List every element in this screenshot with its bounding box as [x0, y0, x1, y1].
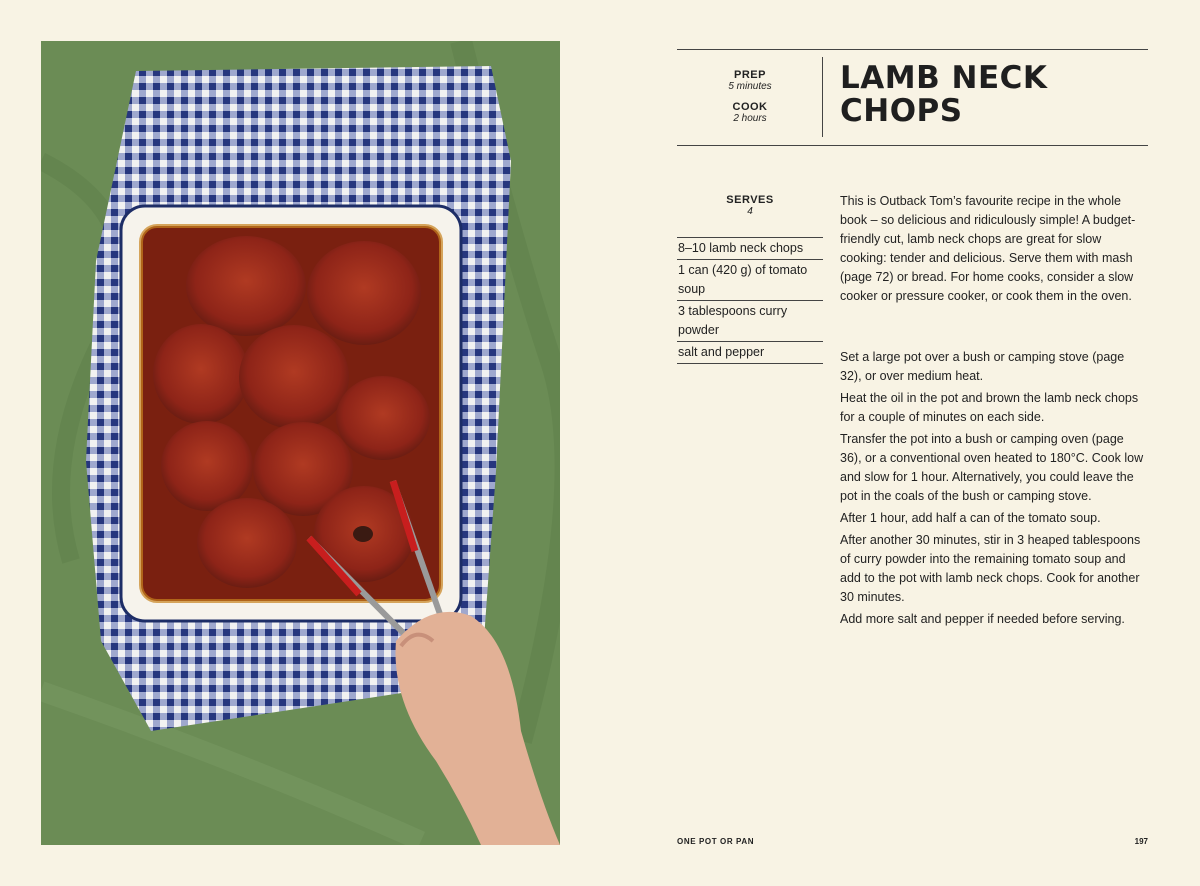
- recipe-title: [840, 62, 1140, 128]
- method-step: After another 30 minutes, stir in 3 heaped tablespoons of curry powder into the remaining tomato soup and add to the pot with lamb neck chops. Cook for another 30 minutes.: [840, 533, 1141, 604]
- header-bottom-rule: [677, 145, 1148, 146]
- intro-paragraph: This is Outback Tom’s favourite recipe in the whole book – so delicious and ridiculously simple! A budget-friendly cut, lamb neck chops are great for slow cooking: tender and delicious. Serve them with mash (page 72) or bread. For home cooks, consider a slow cooker or pressure cooker, or cook them in the oven.: [840, 194, 1136, 303]
- header-divider: [822, 57, 823, 137]
- ingredient-list: [677, 237, 823, 364]
- ingredient-item: 1 can (420 g) of tomato soup: [677, 260, 823, 301]
- cook-value: 2 hours: [733, 113, 767, 124]
- method-step: Set a large pot over a bush or camping stove (page 32), or over medium heat.: [840, 350, 1125, 383]
- page-number: 197: [1134, 837, 1148, 846]
- method-step: Add more salt and pepper if needed before serving.: [840, 612, 1125, 626]
- lamb-neck-chops-photo: [41, 41, 560, 845]
- method-step: Heat the oil in the pot and brown the lamb neck chops for a couple of minutes on each side.: [840, 391, 1139, 424]
- footer-section-title: ONE POT OR PAN: [677, 837, 755, 846]
- method-step: After 1 hour, add half a can of the tomato soup.: [840, 511, 1101, 525]
- recipe-title-line1: LAMB NECK: [840, 60, 1048, 96]
- ingredient-item: 8–10 lamb neck chops: [677, 238, 823, 260]
- prep-label: PREP: [734, 69, 766, 81]
- ingredient-item: 3 tablespoons curry powder: [677, 301, 823, 342]
- recipe-intro: [840, 192, 1148, 306]
- ingredient-item: salt and pepper: [677, 342, 823, 364]
- recipe-method: [840, 348, 1148, 632]
- serves-label: SERVES: [726, 194, 774, 206]
- recipe-title-line2: CHOPS: [840, 93, 963, 129]
- cook-label: COOK: [732, 101, 768, 113]
- serves-info: [690, 194, 810, 217]
- method-step: Transfer the pot into a bush or camping oven (page 36), or a conventional oven heated to 180°C. Cook low and slow for 1 hour. Alternatively, you could leave the pot in the coals of the bush or camping stove.: [840, 432, 1144, 503]
- header-top-rule: [677, 49, 1148, 50]
- serves-value: 4: [747, 206, 753, 217]
- prep-info: [690, 69, 810, 92]
- prep-value: 5 minutes: [728, 81, 772, 92]
- cook-info: [690, 101, 810, 124]
